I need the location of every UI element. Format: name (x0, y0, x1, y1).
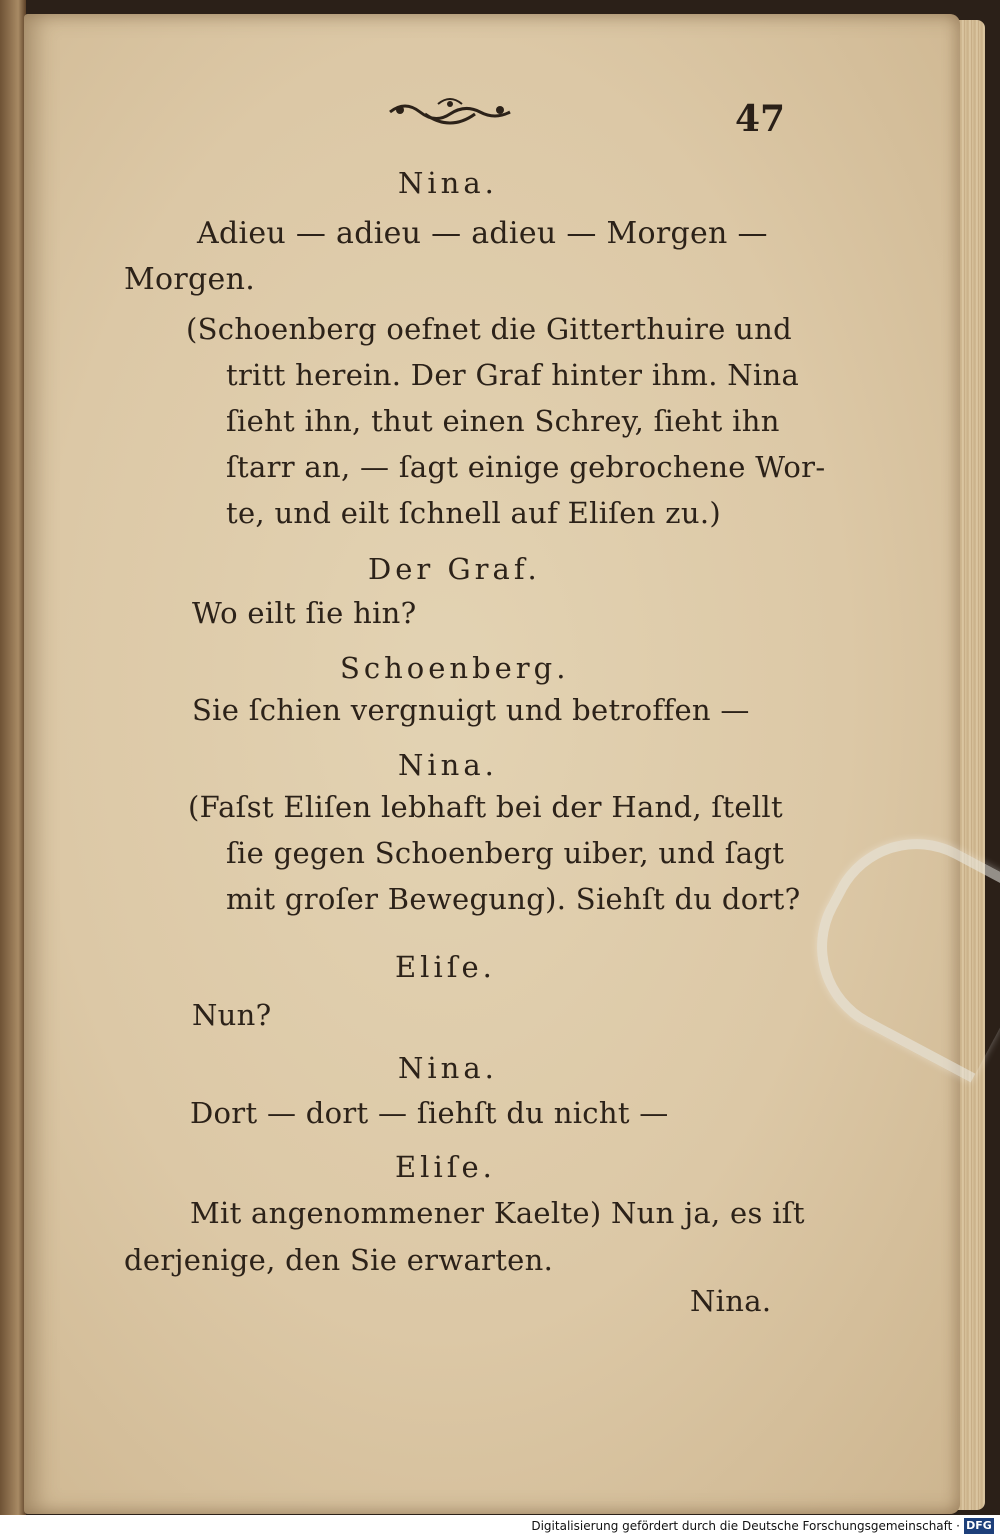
stage-direction-line: (Schoenberg oefnet die Gitterthuire und (186, 312, 792, 346)
dfg-logo: DFG (964, 1518, 994, 1534)
catchword: Nina. (690, 1284, 772, 1318)
stage-direction-line: te, und eilt ſchnell auf Eliſen zu.) (226, 496, 721, 530)
footer-bar (0, 1515, 1000, 1539)
stage-direction-line: tritt herein. Der Graf hinter ihm. Nina (226, 358, 800, 392)
page-number: 47 (735, 98, 786, 140)
speaker-elise: Eliſe. (395, 1150, 496, 1184)
text-line: Dort — dort — ſiehſt du nicht — (190, 1096, 669, 1130)
speaker-graf: Der Graf. (368, 552, 541, 586)
speaker-nina: Nina. (398, 166, 498, 200)
speaker-elise: Eliſe. (395, 950, 496, 984)
speaker-nina: Nina. (398, 1051, 498, 1085)
text-line: Mit angenommener Kaelte) Nun ja, es iſt (190, 1196, 805, 1230)
facing-page-edge (0, 0, 26, 1515)
text-line: Nun? (192, 998, 272, 1032)
text-line: Morgen. (124, 262, 256, 297)
text-line: Adieu — adieu — adieu — Morgen — (197, 216, 768, 251)
speaker-nina: Nina. (398, 748, 498, 782)
text-line: Wo eilt ſie hin? (192, 596, 417, 630)
stage-direction-line: ſie gegen Schoenberg uiber, und ſagt (226, 836, 785, 870)
text-line: Sie ſchien vergnuigt und betroffen — (192, 693, 750, 727)
text-line: derjenige, den Sie erwarten. (124, 1243, 554, 1277)
stage-direction-line: (Faſst Eliſen lebhaft bei der Hand, ſtellt (188, 790, 783, 824)
stage-direction-line: ſtarr an, — ſagt einige gebrochene Wor- (226, 450, 826, 484)
stage-direction-line: ſieht ihn, thut einen Schrey, ſieht ihn (226, 404, 780, 438)
ornament-icon (380, 92, 520, 132)
funding-note: Digitalisierung gefördert durch die Deutsche Forschungsgemeinschaft · (531, 1519, 960, 1533)
stage-direction-line: mit groſer Bewegung). Siehſt du dort? (226, 882, 801, 916)
speaker-schoenberg: Schoenberg. (340, 651, 570, 685)
